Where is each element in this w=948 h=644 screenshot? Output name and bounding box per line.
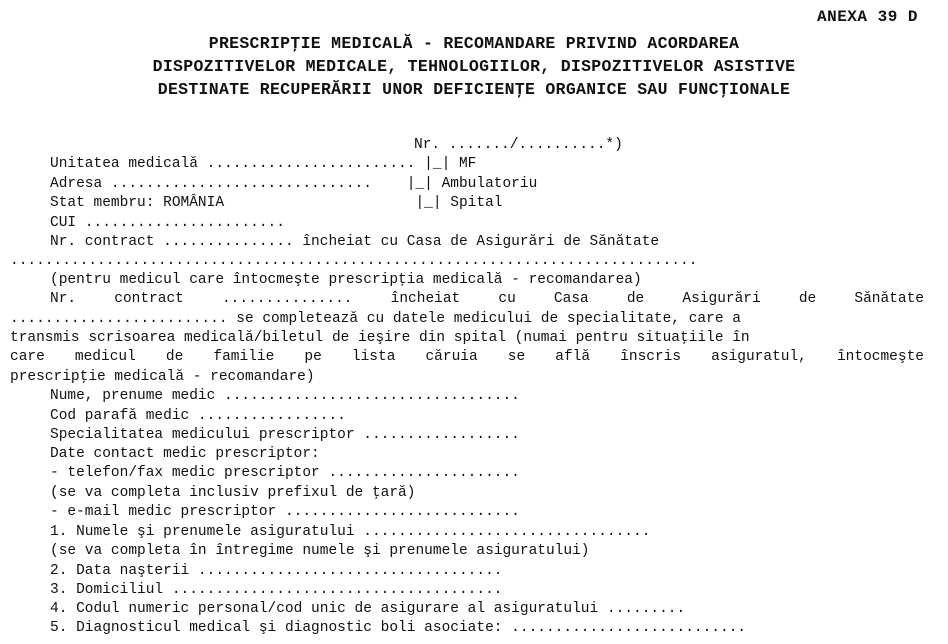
title-line-2: DISPOZITIVELOR MEDICALE, TEHNOLOGIILOR, DISPOZITIVELOR ASISTIVE (152, 57, 796, 76)
medical-unit-line: Unitatea medicală ........................ |_| MF (50, 156, 477, 172)
insured-name-note: (se va completa în întregime numele şi prenumele asiguratului) (50, 543, 590, 559)
prescription-number: Nr. ......./..........*) (414, 137, 623, 153)
prescriber-note: (pentru medicul care întocmeşte prescripţia medicală - recomandarea) (50, 272, 642, 288)
contract-line-2: Nr. contract ............... încheiat cu Casa de Asigurări de Sănătate (50, 291, 924, 307)
specialist-paragraph-3: care medicul de familie pe lista căruia se află înscris asiguratul, întocmeşte (10, 349, 924, 365)
contract-line: Nr. contract ............... încheiat cu Casa de Asigurări de Sănătate (50, 234, 660, 250)
doctor-contact-heading: Date contact medic prescriptor: (50, 446, 320, 462)
address-line: Adresa .............................. |_| Ambulatoriu (50, 176, 538, 192)
doctor-code-line: Cod parafă medic ................. (50, 408, 346, 424)
personal-code-line: 4. Codul numeric personal/cod unic de asigurare al asiguratului ......... (50, 601, 686, 617)
specialist-paragraph-2: transmis scrisoarea medicală/biletul de ieşire din spital (numai pentru situaţiile în (10, 330, 750, 346)
diagnosis-line: 5. Diagnosticul medical şi diagnostic boli asociate: ........................... (50, 620, 747, 636)
domicile-line: 3. Domiciliul ...................................... (50, 582, 503, 598)
birth-date-line: 2. Data naşterii ................................... (50, 563, 503, 579)
title-line-1: PRESCRIPŢIE MEDICALĂ - RECOMANDARE PRIVIND ACORDAREA (208, 34, 740, 53)
specialist-paragraph-1: ......................... se completează cu datele medicului de specialitate, care a (10, 311, 741, 327)
phone-prefix-note: (se va completa inclusiv prefixul de ţară) (50, 485, 416, 501)
insured-name-line: 1. Numele şi prenumele asiguratului ................................. (50, 524, 651, 540)
doctor-name-line: Nume, prenume medic .................................. (50, 388, 520, 404)
document-title (0, 32, 948, 101)
title-line-3: DESTINATE RECUPERĂRII UNOR DEFICIENŢE ORGANICE SAU FUNCŢIONALE (157, 80, 791, 99)
doctor-email-line: - e-mail medic prescriptor ........................... (50, 504, 520, 520)
member-state-line: Stat membru: ROMÂNIA |_| Spital (50, 195, 503, 211)
doctor-phone-line: - telefon/fax medic prescriptor ...................... (50, 465, 520, 481)
dotted-separator: ............................................................................... (10, 253, 698, 269)
cui-line: CUI ....................... (50, 215, 285, 231)
annex-label: ANEXA 39 D (816, 8, 918, 26)
specialist-paragraph-4: prescripţie medicală - recomandare) (10, 369, 315, 385)
doctor-specialty-line: Specialitatea medicului prescriptor .................. (50, 427, 520, 443)
